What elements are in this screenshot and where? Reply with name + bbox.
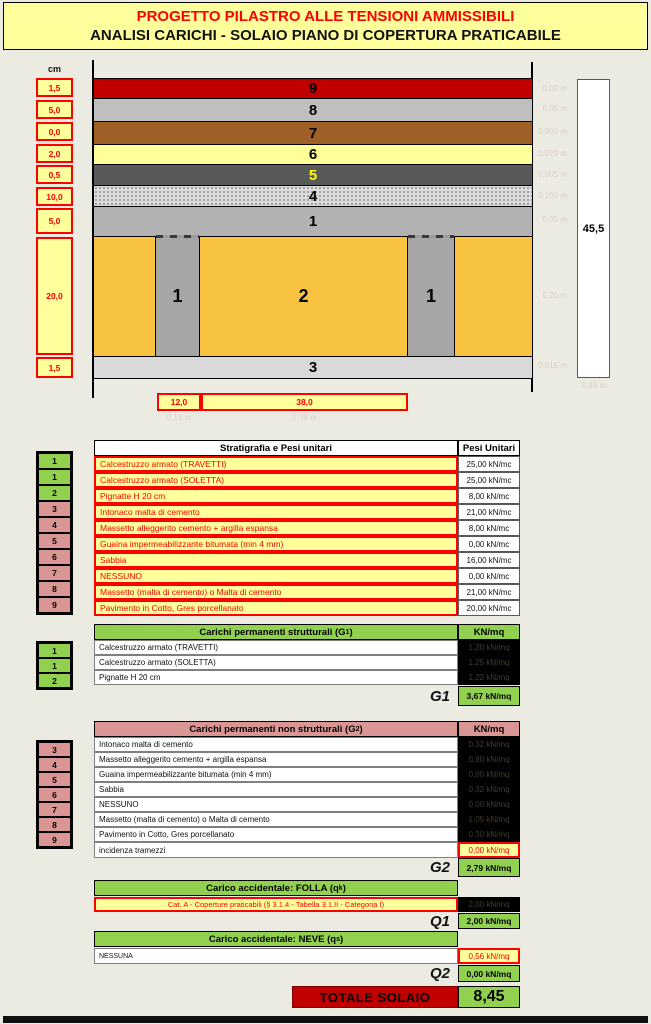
q2-total-row [94,965,520,982]
g1-item-value-hidden: 1,25 kN/mq [458,655,520,670]
g2-total-row [94,858,520,877]
table-row [94,520,520,536]
strat-index: 2 [38,485,71,501]
strat-material-input[interactable]: Pavimento in Cotto, Gres porcellanato [94,600,458,616]
neve-title: Carico accidentale: NEVE (q s ) [94,931,458,947]
g2-item: Guaina impermeabilizzante bitumata (min 4 mm) [94,767,458,782]
height-m-intonaco: 0,015 m [538,361,567,370]
strat-material-input[interactable]: Pignatte H 20 cm [94,488,458,504]
table-row [94,640,520,655]
g2-index: 6 [38,787,71,802]
stratigrafia-table [94,440,520,616]
strat-unit-weight: 21,00 kN/mc [458,584,520,600]
g2-header-row [94,721,520,737]
dim-soletta-input[interactable]: 5,0 [36,208,73,234]
strat-index: 1 [38,453,71,469]
g2-item-value-hidden: 0,00 kN/mq [458,797,520,812]
g1-total-value: 3,67 kN/mq [458,686,520,706]
strat-material-input[interactable]: Calcestruzzo armato (TRAVETTI) [94,456,458,472]
table-row [94,897,520,912]
table-row [94,842,520,858]
dim-layer7-input[interactable]: 0,0 [36,122,73,141]
table-row [94,827,520,842]
g2-table [94,721,520,877]
g2-item-value-hidden: 1,05 kN/mq [458,812,520,827]
table-row [94,782,520,797]
height-m-layer5: 0,005 m [538,170,567,179]
layer6-number: 6 [308,146,318,163]
table-row [94,767,520,782]
layer8-number: 8 [308,101,318,119]
strat-material-input[interactable]: Sabbia [94,552,458,568]
g1-index: 1 [38,658,71,673]
g2-item-value-hidden: 0,80 kN/mq [458,752,520,767]
strat-unit-weight: 8,00 kN/mc [458,520,520,536]
q1-total-row [94,913,520,929]
layer5-number: 5 [308,166,318,184]
strat-title: Stratigrafia e Pesi unitari [94,440,458,456]
table-row [94,488,520,504]
height-m-pignatte: 0,20 m [542,291,567,300]
layer7-number: 7 [308,124,318,142]
table-row [94,472,520,488]
travetto-left-number: 1 [172,286,183,306]
layer-intonaco [94,357,532,379]
block-width-m: 0,38 m [292,413,317,422]
rib-width-m: 0,12 m [166,413,192,422]
layer-guaina [94,165,532,186]
g2-index-column [36,740,73,849]
strat-index: 8 [38,581,71,597]
table-row [94,456,520,472]
strat-material-input[interactable]: Calcestruzzo armato (SOLETTA) [94,472,458,488]
layer-pignatte-travetti [94,237,532,357]
strat-unit-weight: 16,00 kN/mc [458,552,520,568]
totale-row [292,986,520,1008]
strat-header-row [94,440,520,456]
g2-item: NESSUNO [94,797,458,812]
g2-item: Massetto (malta di cemento) o Malta di cemento [94,812,458,827]
dim-layer9-input[interactable]: 1,5 [36,78,73,97]
layer-pavimento [94,79,532,99]
table-row [94,737,520,752]
page-subtitle: ANALISI CARICHI - SOLAIO PIANO DI COPERTURA PRATICABILE [90,27,561,44]
g1-item-value-hidden: 1,20 kN/mq [458,640,520,655]
g2-incidenza-label: incidenza tramezzi [94,842,458,858]
g2-item: Massetto alleggerito cemento + argilla espansa [94,752,458,767]
strat-value-header: Pesi Unitari [458,440,520,456]
g1-item: Calcestruzzo armato (SOLETTA) [94,655,458,670]
q1-total-value: 2,00 kN/mq [458,913,520,929]
pignatta-block-left [94,237,155,356]
rib-width-input[interactable]: 12,0 [157,393,201,411]
table-row [94,812,520,827]
dim-layer5-input[interactable]: 0,5 [36,165,73,184]
neve-selection: NESSUNA [94,948,458,964]
g1-item-value-hidden: 1,22 kN/mq [458,670,520,685]
layer-sabbia [94,145,532,165]
g2-item-value-hidden: 0,00 kN/mq [458,767,520,782]
totale-banner: TOTALE SOLAIO [292,986,458,1008]
table-row [94,584,520,600]
height-m-layer4: 0,100 m [538,191,567,200]
strat-index: 6 [38,549,71,565]
folla-category-input[interactable]: Cat. A - Coperture praticabili (§ 3.1.4 - Tabella 3.1.II - Categoria I) [94,897,458,912]
g1-title: Carichi permanenti strutturali (G 1 ) [94,624,458,640]
g2-index: 5 [38,772,71,787]
g1-unit-header: KN/mq [458,624,520,640]
strat-index-column [36,451,73,615]
totale-value: 8,45 [458,986,520,1008]
strat-unit-weight: 0,00 kN/mc [458,568,520,584]
strat-material-input[interactable]: NESSUNO [94,568,458,584]
strat-unit-weight: 8,00 kN/mc [458,488,520,504]
neve-value-input[interactable]: 0,56 kN/mq [458,948,520,964]
strat-index: 4 [38,517,71,533]
g2-index: 7 [38,802,71,817]
g1-header-row [94,624,520,640]
strat-index: 1 [38,469,71,485]
g2-incidenza-input[interactable]: 0,00 kN/mq [458,842,520,858]
g1-index: 2 [38,673,71,688]
title-block [3,2,648,50]
table-row [94,752,520,767]
folla-title: Carico accidentale: FOLLA (q k ) [94,880,458,896]
q1-total-label: Q1 [429,912,450,930]
g1-table [94,624,520,706]
travetto-right-number: 1 [425,286,436,306]
g1-index: 1 [38,643,71,658]
layer-soletta [94,207,532,237]
strat-index: 7 [38,565,71,581]
g2-index: 3 [38,742,71,757]
g2-item-value-hidden: 0,32 kN/mq [458,737,520,752]
total-thickness-m: 0,46 m [581,381,607,390]
dim-pignatte-input[interactable]: 20,0 [36,237,73,355]
dim-layer4-input[interactable]: 10,0 [36,187,73,206]
folla-table [94,897,520,929]
table-row [94,568,520,584]
g2-index: 8 [38,817,71,832]
g1-total-row [94,686,520,706]
strat-index: 9 [38,597,71,613]
strat-index: 5 [38,533,71,549]
table-row [94,948,520,964]
layer-nessuno [94,122,532,145]
layer3-number: 3 [308,359,318,376]
layer1-number: 1 [308,213,318,230]
neve-table [94,948,520,982]
folla-header [94,880,458,896]
g2-unit-header: KN/mq [458,721,520,737]
g2-total-label: G2 [429,859,450,876]
g1-index-column [36,641,73,690]
dim-intonaco-input[interactable]: 1,5 [36,357,73,378]
height-m-layer9: 0,02 m [542,84,567,93]
pignatta-number: 2 [298,286,309,306]
layer-massetto-alleggerito [94,186,532,207]
strat-unit-weight: 21,00 kN/mc [458,504,520,520]
table-row [94,600,520,616]
folla-value-hidden: 2,00 kN/mq [458,897,520,912]
sheet-bottom-border [3,1016,648,1023]
page-title: PROGETTO PILASTRO ALLE TENSIONI AMMISSIBILI [136,8,515,25]
height-m-layer8: 0,05 m [542,104,567,113]
g1-total-label: G1 [429,687,450,705]
g2-item: Intonaco malta di cemento [94,737,458,752]
table-row [94,797,520,812]
table-row [94,504,520,520]
layer4-number: 4 [308,187,318,205]
slab-section-diagram [94,78,532,379]
g1-item: Calcestruzzo armato (TRAVETTI) [94,640,458,655]
layer-massetto [94,99,532,122]
height-m-layer6: 0,020 m [538,149,567,158]
dim-layer8-input[interactable]: 5,0 [36,100,73,119]
g2-title: Carichi permanenti non strutturali (G 2 ) [94,721,458,737]
height-m-soletta: 0,05 m [542,215,567,224]
g2-item-value-hidden: 0,32 kN/mq [458,782,520,797]
g2-index: 4 [38,757,71,772]
strat-material-input[interactable]: Guaina impermeabilizzante bitumata (min 4 mm) [94,536,458,552]
strat-index: 3 [38,501,71,517]
table-row [94,536,520,552]
table-row [94,655,520,670]
g2-item: Sabbia [94,782,458,797]
strat-unit-weight: 25,00 kN/mc [458,472,520,488]
g2-total-value: 2,79 kN/mq [458,858,520,877]
g2-index: 9 [38,832,71,847]
dim-layer6-input[interactable]: 2,0 [36,144,73,163]
table-row [94,552,520,568]
cm-unit-label: cm [47,64,61,74]
strat-unit-weight: 20,00 kN/mc [458,600,520,616]
layer9-number: 9 [308,80,318,97]
travetto-right [407,237,455,356]
pignatta-block-right [455,237,532,356]
g2-item: Pavimento in Cotto, Gres porcellanato [94,827,458,842]
height-m-layer7: 0,000 m [538,127,567,136]
g2-item-value-hidden: 0,30 kN/mq [458,827,520,842]
g1-item: Pignatte H 20 cm [94,670,458,685]
table-row [94,670,520,685]
block-width-input[interactable]: 38,0 [201,393,408,411]
q2-total-label: Q2 [429,965,450,982]
travetto-left [155,237,200,356]
neve-header [94,931,458,947]
strat-material-input[interactable]: Massetto (malta di cemento) o Malta di cemento [94,584,458,600]
total-thickness-box: 45,5 [577,79,610,378]
pignatta-block-center [200,237,407,356]
q2-total-value: 0,00 kN/mq [458,965,520,982]
strat-unit-weight: 0,00 kN/mc [458,536,520,552]
strat-unit-weight: 25,00 kN/mc [458,456,520,472]
strat-material-input[interactable]: Massetto alleggerito cemento + argilla espansa [94,520,458,536]
strat-material-input[interactable]: Intonaco malta di cemento [94,504,458,520]
